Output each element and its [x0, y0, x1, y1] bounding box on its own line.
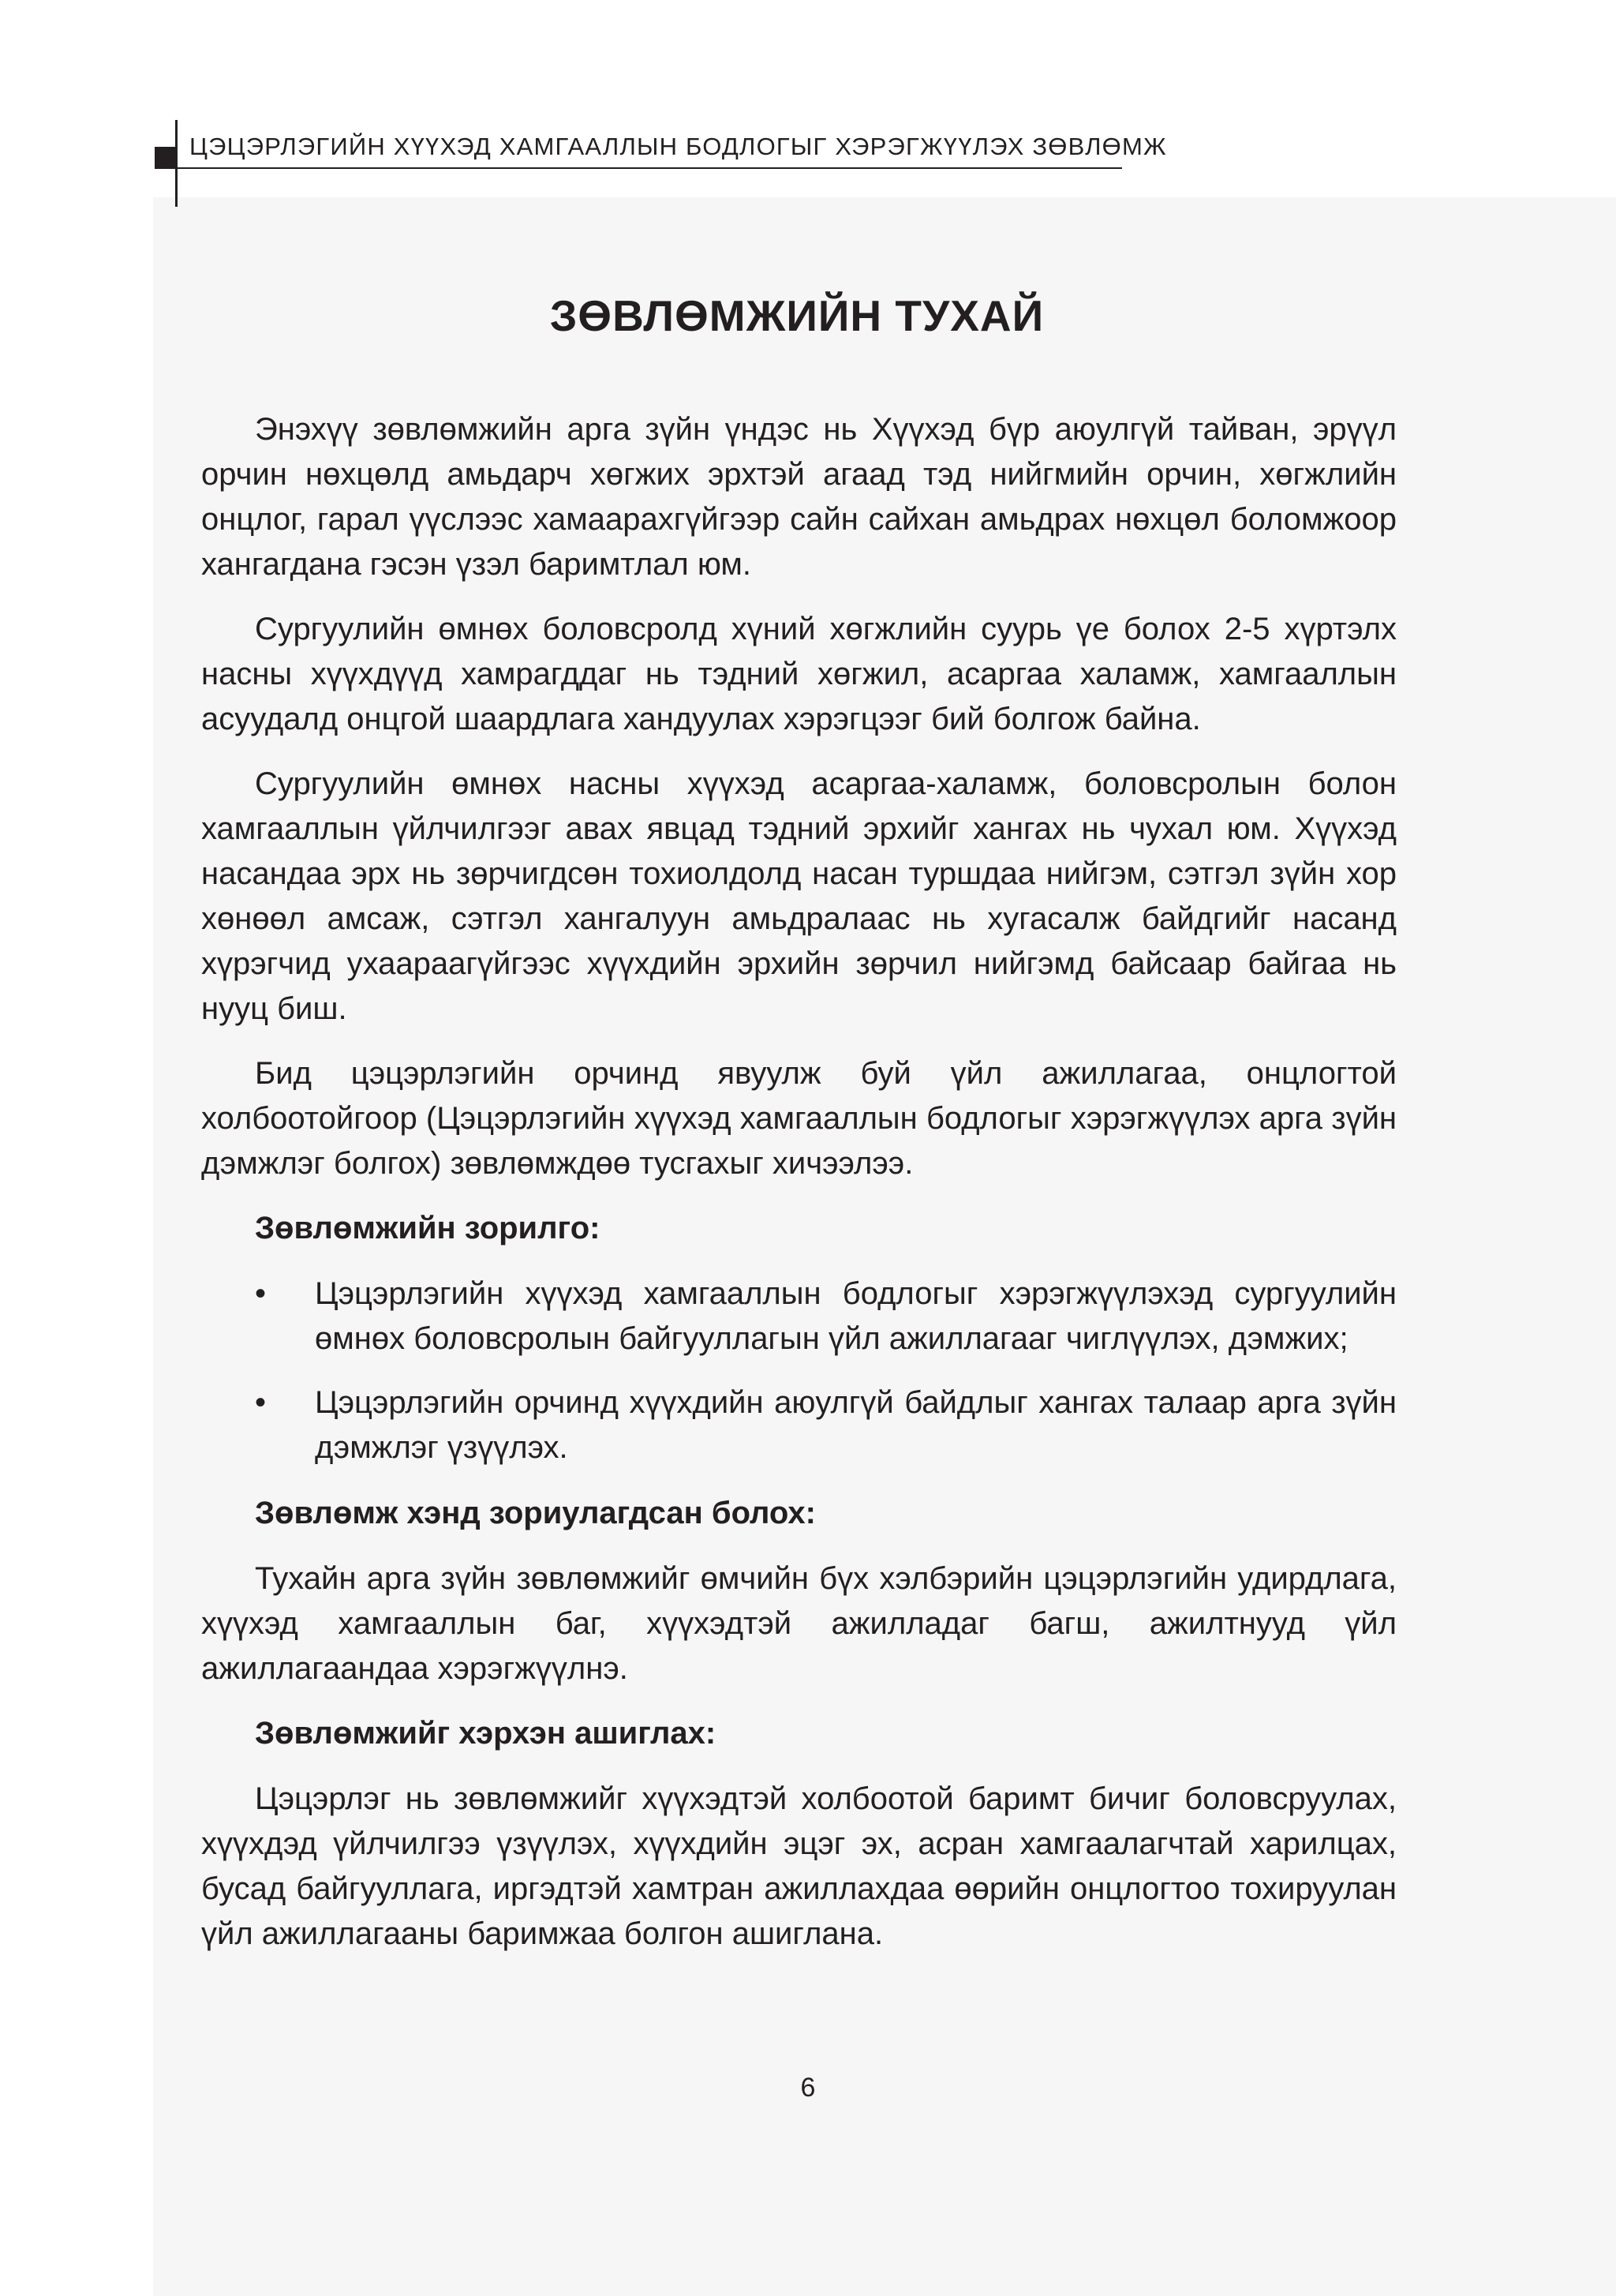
- running-title: ЦЭЦЭРЛЭГИЙН ХҮҮХЭД ХАМГААЛЛЫН БОДЛОГЫГ ХЭРЭГЖҮҮЛЭХ ЗӨВЛӨМЖ: [189, 133, 1167, 160]
- header-horizontal-rule: [175, 167, 1122, 169]
- bullet-icon: •: [255, 1276, 267, 1311]
- page-number: 6: [800, 2073, 816, 2103]
- paragraph-usage: Цэцэрлэг нь зөвлөмжийг хүүхэдтэй холбоотой баримт бичиг боловсруулах, хүүхдэд үйлчилгээ үзүүлэх, хүүхдийн эцэг эх, асран хамгаалагчтай харилцах, бусад байгууллага, иргэдтэй хамтран ажиллахдаа өөрийн онцлогтоо тохируулан үйл ажиллагааны баримжаа болгон ашиглана.: [201, 1781, 1397, 1951]
- paragraph-intro: Энэхүү зөвлөмжийн арга зүйн үндэс нь Хүүхэд бүр аюулгүй тайван, эрүүл орчин нөхцөлд амьдарч хөгжих эрхтэй агаад тэд нийгмийн орчин, хөгжлийн онцлог, гарал үүслээс хамаарахгүйгээр сайн сайхан амьдрах нөхцөл боломжоор хангагдана гэсэн үзэл баримтлал юм.: [201, 412, 1397, 582]
- audience-heading: Зөвлөмж хэнд зориулагдсан болох:: [255, 1496, 816, 1530]
- paragraph-purpose: Бид цэцэрлэгийн орчинд явуулж буй үйл ажиллагаа, онцлогтой холбоотойгоор (Цэцэрлэгийн хүүхэд хамгааллын бодлогыг хэрэгжүүлэх арга зүйн дэмжлэг болгох) зөвлөмждөө тусгахыг хичээлээ.: [201, 1056, 1397, 1181]
- body-content: [201, 407, 1397, 1976]
- paragraph-audience: Тухайн арга зүйн зөвлөмжийг өмчийн бүх хэлбэрийн цэцэрлэгийн удирдлага, хүүхэд хамгааллын баг, хүүхэдтэй ажилладаг багш, ажилтнууд үйл ажиллагаандаа хэрэгжүүлнэ.: [201, 1561, 1397, 1686]
- goal-item-text: Цэцэрлэгийн хүүхэд хамгааллын бодлогыг хэрэгжүүлэхэд сургуулийн өмнөх боловсролын байгууллагын үйл ажиллагааг чиглүүлэх, дэмжих;: [315, 1276, 1397, 1356]
- header-marker-square: [155, 147, 177, 169]
- goal-list-item: [201, 1380, 1397, 1470]
- header-vertical-rule: [175, 120, 178, 207]
- bullet-icon: •: [255, 1385, 267, 1420]
- paragraph-rights: Сургуулийн өмнөх насны хүүхэд асаргаа-халамж, боловсролын болон хамгааллын үйлчилгээг авах явцад тэдний эрхийг хангах нь чухал юм. Хүүхэд насандаа эрх нь зөрчигдсөн тохиолдолд насан туршдаа нийгэм, сэтгэл зүйн хор хөнөөл амсаж, сэтгэл хангалуун амьдралаас нь хугасалж байдгийг насанд хүрэгчид ухаараагүйгээс хүүхдийн эрхийн зөрчил нийгэмд байсаар байгаа нь нууц биш.: [201, 766, 1397, 1026]
- goal-list: [201, 1272, 1397, 1470]
- goal-heading: Зөвлөмжийн зорилго:: [255, 1211, 600, 1245]
- paragraph-preschool: Сургуулийн өмнөх боловсролд хүний хөгжлийн суурь үе болох 2-5 хүртэлх насны хүүхдүүд хамрагддаг нь тэдний хөгжил, асаргаа халамж, хамгааллын асуудалд онцгой шаардлага хандуулах хэрэгцээг бий болгож байна.: [201, 612, 1397, 736]
- usage-heading: Зөвлөмжийг хэрхэн ашиглах:: [255, 1716, 716, 1751]
- goal-item-text: Цэцэрлэгийн орчинд хүүхдийн аюулгүй байдлыг хангах талаар арга зүйн дэмжлэг үзүүлэх.: [315, 1385, 1397, 1465]
- page-title: ЗӨВЛӨМЖИЙН ТУХАЙ: [549, 291, 1045, 340]
- goal-list-item: [201, 1272, 1397, 1361]
